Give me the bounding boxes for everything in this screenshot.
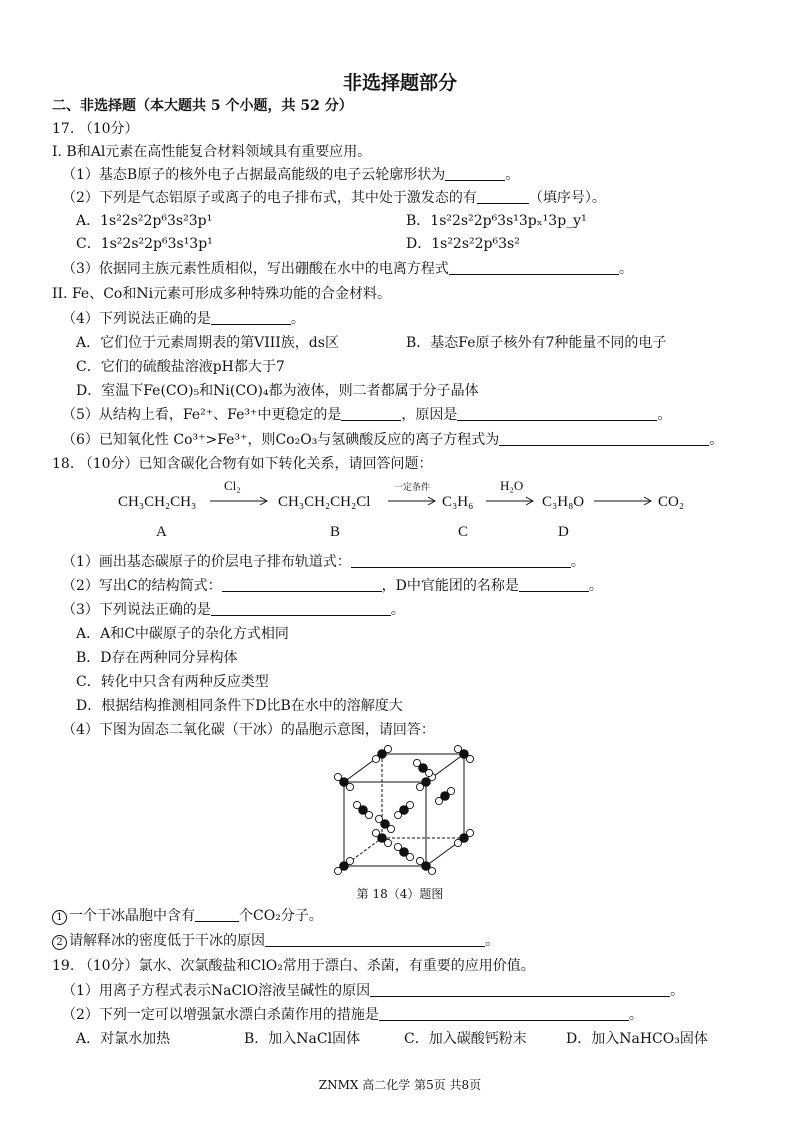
condition-1: Cl₂	[224, 478, 241, 493]
q19-s1: （1）用离子方程式表示NaClO溶液呈碱性的原因 。	[62, 983, 685, 999]
page-footer: ZNMX 高二化学 第5页 共8页	[318, 1078, 482, 1092]
figure-caption: 第 18（4）题图	[356, 887, 444, 901]
q18-s4: （4）下图为固态二氧化碳（干冰）的晶胞示意图，请回答：	[62, 722, 435, 738]
compound-D: C₃H₈O	[542, 494, 585, 510]
q19-optA: A．对氯水加热	[76, 1031, 171, 1047]
answer-blank[interactable]	[211, 310, 291, 325]
q17-s4B: B．基态Fe原子核外有7种能量不同的电子	[406, 335, 667, 351]
q19-optB: B．加入NaCl固体	[244, 1031, 361, 1047]
answer-blank[interactable]	[449, 260, 619, 275]
q17-optA: A．1s²2s²2p⁶3s²3p¹	[76, 213, 213, 229]
answer-blank[interactable]	[195, 907, 239, 922]
arrow-2	[388, 496, 438, 506]
answer-blank[interactable]	[265, 932, 485, 947]
q19-optC: C．加入碳酸钙粉末	[404, 1031, 527, 1047]
answer-blank[interactable]	[370, 982, 670, 997]
q19-heading: 19. （10分）氯水、次氯酸盐和ClO₂常用于漂白、杀菌，有重要的应用价值。	[52, 958, 535, 974]
co2-molecule	[394, 843, 413, 860]
arrow-3	[486, 496, 536, 506]
q18-s3C: C．转化中只含有两种反应类型	[76, 674, 269, 690]
q17-s4C: C．它们的硫酸盐溶液pH都大于7	[76, 359, 285, 375]
answer-blank[interactable]	[499, 431, 709, 446]
q17-part2: II. Fe、Co和Ni元素可形成多种特殊功能的合金材料。	[52, 286, 392, 302]
compound-E: CO₂	[658, 494, 685, 510]
q18-s3: （3）下列说法正确的是 。	[62, 602, 405, 618]
label-D: D	[558, 524, 569, 540]
q19-s2: （2）下列一定可以增强氯水漂白杀菌作用的措施是 。	[62, 1007, 643, 1023]
condition-2: 一定条件	[394, 482, 431, 492]
q17-s4: （4）下列说法正确的是 。	[62, 311, 305, 327]
q18-s3B: B．D存在两种同分异构体	[76, 650, 238, 666]
q19-optD: D．加入NaHCO₃固体	[566, 1031, 708, 1047]
label-A: A	[156, 524, 167, 540]
q17-optC: C．1s²2s²2p⁶3s¹3p¹	[76, 236, 213, 252]
condition-3: H₂O	[500, 478, 524, 493]
compound-A: CH₃CH₂CH₃	[118, 494, 197, 510]
q17-s4A: A．它们位于元素周期表的第VIII族，ds区	[76, 335, 339, 351]
compound-C: C₃H₆	[442, 494, 474, 510]
answer-blank[interactable]	[222, 577, 382, 592]
q17-s4D: D．室温下Fe(CO)₅和Ni(CO)₄都为液体，则二者都属于分子晶体	[76, 383, 479, 399]
reaction-scheme	[118, 478, 718, 546]
answer-blank[interactable]	[211, 601, 391, 616]
q17-s6: （6）已知氧化性 Co³⁺>Fe³⁺，则Co₂O₃与氢碘酸反应的离子方程式为 。	[62, 432, 724, 448]
page-title: 非选择题部分	[342, 72, 457, 94]
answer-blank[interactable]	[351, 553, 571, 568]
answer-blank[interactable]	[477, 189, 529, 204]
co2-molecule	[394, 801, 413, 818]
answer-blank[interactable]	[379, 1006, 629, 1021]
q18-sub1: 1 一个干冰晶胞中含有 个CO₂分子。	[52, 907, 323, 925]
q17-optD: D．1s²2s²2p⁶3s²	[406, 236, 520, 252]
circled-number: 2	[52, 935, 67, 950]
q17-s3: （3）依据同主族元素性质相似，写出硼酸在水中的电离方程式 。	[62, 261, 633, 277]
label-B: B	[330, 524, 341, 540]
arrow-1	[210, 496, 270, 506]
answer-blank[interactable]	[341, 406, 401, 421]
q17-s5: （5）从结构上看，Fe²⁺、Fe³⁺中更稳定的是 ，原因是 。	[62, 407, 672, 423]
circled-number: 1	[52, 910, 67, 925]
q18-s1: （1）画出基态碳原子的价层电子排布轨道式： 。	[62, 554, 585, 570]
q18-s3A: A．A和C中碳原子的杂化方式相同	[76, 626, 289, 642]
q18-heading: 18. （10分）已知含碳化合物有如下转化关系，请回答问题：	[52, 456, 433, 472]
co2-molecule	[435, 787, 454, 804]
answer-blank[interactable]	[519, 577, 589, 592]
answer-blank[interactable]	[445, 166, 505, 181]
q18-s3D: D．根据结构推测相同条件下D比B在水中的溶解度大	[76, 698, 403, 714]
co2-molecule	[353, 801, 372, 818]
q18-s2: （2）写出C的结构简式： ，D中官能团的名称是 。	[62, 578, 603, 594]
label-C: C	[458, 524, 469, 540]
q17-part1: I. B和Al元素在高性能复合材料领域具有重要应用。	[52, 144, 372, 160]
arrow-4	[594, 496, 654, 506]
section-heading: 二、非选择题（本大题共 5 个小题，共 52 分）	[52, 98, 353, 114]
compound-B: CH₃CH₂CH₂Cl	[278, 494, 371, 510]
q17-heading: 17. （10分）	[52, 121, 139, 137]
q17-optB: B．1s²2s²2p⁶3s¹3pₓ¹3p_y¹	[406, 213, 587, 229]
co2-molecule	[413, 759, 432, 776]
dry-ice-unit-cell-figure	[318, 742, 488, 880]
q17-s1: （1）基态B原子的核外电子占据最高能级的电子云轮廓形状为 。	[62, 167, 520, 183]
q18-sub2: 2 请解释冰的密度低于干冰的原因 。	[52, 932, 499, 950]
q17-s2: （2）下列是气态铝原子或离子的电子排布式，其中处于激发态的有 （填序号）。	[62, 190, 606, 206]
answer-blank[interactable]	[457, 406, 657, 421]
